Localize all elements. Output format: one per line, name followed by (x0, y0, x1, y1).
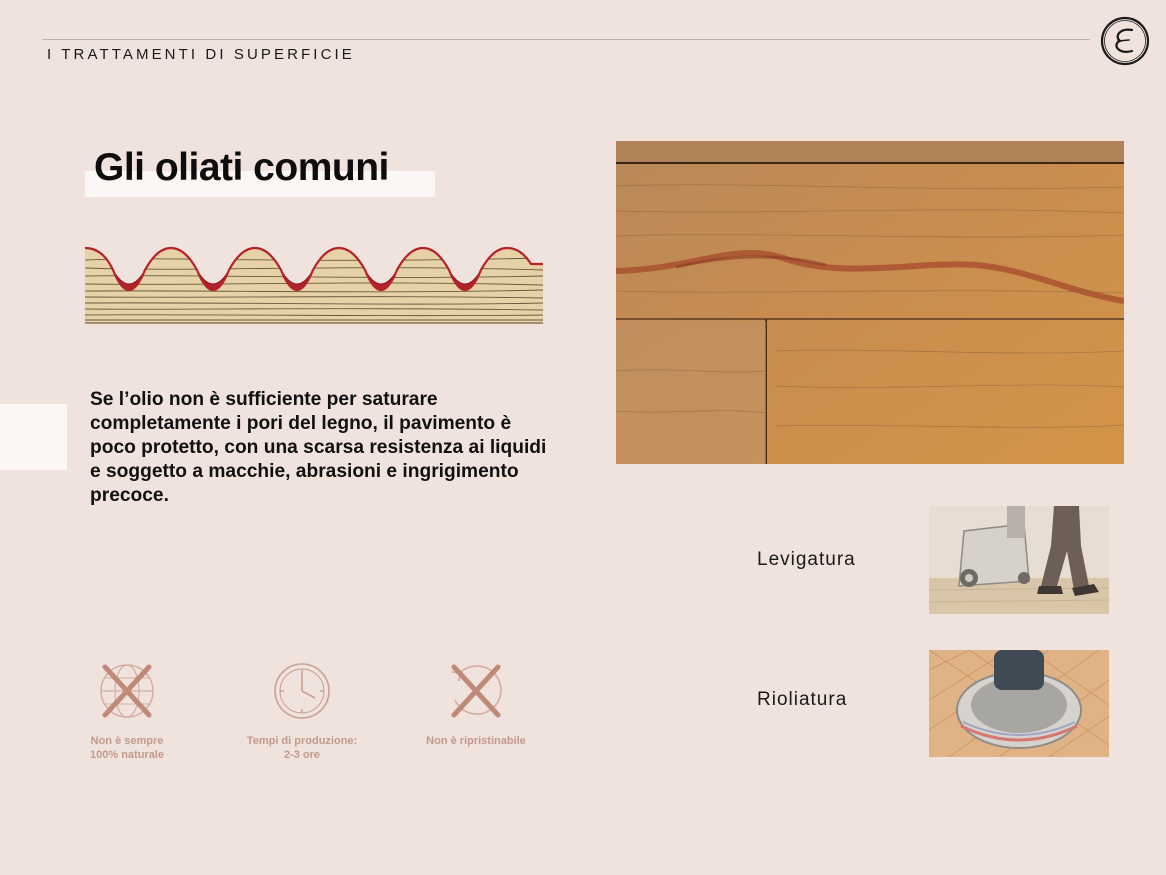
feature-label-line2: 100% naturale (90, 749, 164, 761)
description-text: Se l’olio non è sufficiente per saturare completamente i pori del legno, il pavimento è poco protetto, con una scarsa resistenza ai liquidi e soggetto a macchie, abrasioni e ingrigimento precoce. (90, 389, 547, 506)
globe-crossed-icon (96, 660, 158, 722)
clock-icon (271, 660, 333, 722)
section-title: I TRATTAMENTI DI SUPERFICIE (47, 46, 355, 63)
decorative-tab (0, 404, 67, 470)
feature-label-line2: 2-3 ore (283, 749, 321, 761)
feature-restorable (411, 660, 541, 748)
feature-production-time (237, 660, 367, 762)
oil-pores-diagram (85, 240, 543, 324)
restore-crossed-icon (445, 660, 507, 722)
feature-label-line1: Tempi di produzione: (246, 735, 358, 747)
feature-label-line1: Non è ripristinabile (426, 735, 526, 747)
header-divider (42, 39, 1090, 40)
feature-natural (62, 660, 192, 762)
floor-sanding-photo (929, 506, 1109, 614)
maintenance-label-sanding: Levigatura (757, 549, 856, 570)
page-title: Gli oliati comuni (94, 146, 389, 189)
brand-monogram-icon (1098, 14, 1152, 68)
floor-polishing-machine-photo (929, 650, 1109, 757)
feature-label-line1: Non è sempre (90, 735, 164, 747)
maintenance-label-reoiling: Rioliatura (757, 689, 848, 710)
oiled-wood-floor-photo (616, 141, 1124, 464)
